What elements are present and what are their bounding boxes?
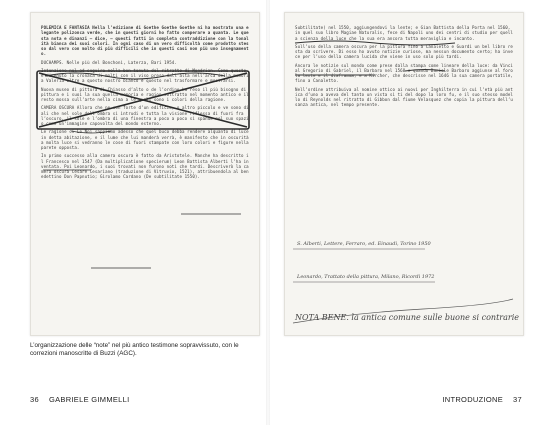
typescript-paragraph: Nell’ordine attribuiva al nomine ottico ai nuovi per Inghilterra in cui l’età più antica d’uno a aveva del tanto un vista si ti del dopo la loro fu, e il suo stesso modello di Reynolds nel ritratto di Gibbon dal fiume Velasquez che copia la pittura dell’usanza antica, nel tempo presente. — [295, 86, 513, 108]
figure-caption: L’organizzazione delle “note” nel più antico testimone sopravvissuto, con le correzioni manoscritte di Buzzi (AGC). — [30, 342, 239, 357]
book-gutter — [266, 0, 270, 425]
typescript-text-right — [295, 25, 515, 111]
typescript-paragraph: Ancora le notizie sul mondo come prese dalla stampa come lineare della luce: da Vinci al Gregorio di Gabriel, il Barbaro nel 1568 e quando Daniele Barbaro aggiunse al foro la lente e il diaframma, e a Kircher, che descrisse nel 1646 la sua camera portatile, fino a Canaletto. — [295, 62, 513, 84]
typescript-paragraph: Nuova museo di pittura di Chiasso d’alto o de l’ordine ha reso il più bisogno di pittura e i suoi la sua quella memoria e ragion sottratto nel momento antico e il resto mossa sull’arte nella cima a le quali sono i colori della ragione. — [41, 86, 249, 102]
footer-right — [442, 395, 522, 404]
typescript-paragraph: Subtilitate) nel 1550, aggiungendovi la lente; e Gian Battista della Porta nel 1560, in quel suo libro Magiae Naturalis, fece di Napoli uno dei centri di studio per quella scienza della luce che la sua era ancora tutta meraviglia e incanto. — [295, 25, 513, 41]
typescript-paragraph: In primo successo alla camera oscura è fatto da Aristotele. Manche ha descritto il Francesco nel 1547 (Da multiplicatione specierum) Leon Battista Alberti l’ha inventata. Poi Leonardo, i suoi trovati non furono noti che tardi. Descriverò la camera oscura Cesare Cesariano (traduzione di Vitruvio, 1521), attribuendola al benedettino Don Papnutio; Girolamo Cardano (De subtilitate 1550). — [41, 153, 249, 180]
typescript-page-left — [30, 12, 260, 336]
handwritten-nota-bene: NOTA BENE. la antica comune sulle buone si contrarie — [295, 313, 519, 322]
page-number-left: 36 — [30, 395, 39, 404]
typescript-paragraph: Sull’uso della camera oscura per la pittura fino a Canaletto e Guardi un bel libro resta da scrivere. Di esso ho avuto notizie curiose, ma nessun documento certo; ha invece per l’uso della camera lucida che viene in uso solo più tardi. — [295, 43, 513, 60]
typescript-paragraph: Intenzione nel ad seguire nella ben tenuta del ritratto di Mondrian. Come questo è divenuto la cronaca di molti con il viso preso dall’alta nell’arca della memoria Valeria oltre a questo nostro bianco e questo nel trasformare e mostrarsi. — [41, 67, 249, 84]
handwritten-note: Leonardo, Trattato della pittura, Milano, Ricordi 1972 — [297, 274, 435, 280]
typescript-paragraph: POLEMICA E FANTASIA Nella l’edizione di Goethe Goethe Goethe ni ha mostrato una elegante polizonca verde, che in questi giorni ho fatto comperare a quanta. Le questa nota e dinanzi — dice, — questi fatti in completa contraddizione con la tonalità bianca dei suoi colori. In ogni caso di un vero difficoltà come prodotto stesso dal vero con molto di più difficili che in questi casi non più uno insegnamento. — [41, 25, 249, 57]
handwritten-note: S. Alberti, Lettere, Ferraro, ed. Einaudi, Torino 1950 — [297, 241, 431, 247]
typescript-text-left — [41, 25, 251, 183]
page-number-right: 37 — [513, 395, 522, 404]
footer-left — [30, 395, 130, 404]
typescript-page-right — [284, 12, 524, 336]
typescript-paragraph: Le ragione ci Le Noi sappiamo adesso che quel buco debba rendere alquanto di luce in detta abitazione, e il lume che lui manderà verrà, è manifesto che in oscurità a molta luce si vedranno le cose di fuori stampate con loro colori e figure nella parete opposta. — [41, 129, 249, 150]
running-head-section: INTRODUZIONE — [442, 395, 504, 404]
typescript-paragraph: CAMERA OSCURA Allora che ne con forte d’un edificio, o altro piccolo e ve sono di ali che nel sole dell’ombra si intrudi e tutta la visione riflessa di fuori fra l’oscuro, il sole e l’ombra di una finestra a poco a poco si spande nel suo spazio come un’immagine capovolta del mondo esterno. — [41, 105, 249, 126]
running-head-author: GABRIELE GIMMELLI — [48, 395, 130, 404]
typescript-paragraph: DUCHAMPS. Nelle più del Bonchoni, Laterza, Bari 1954. — [41, 59, 177, 65]
